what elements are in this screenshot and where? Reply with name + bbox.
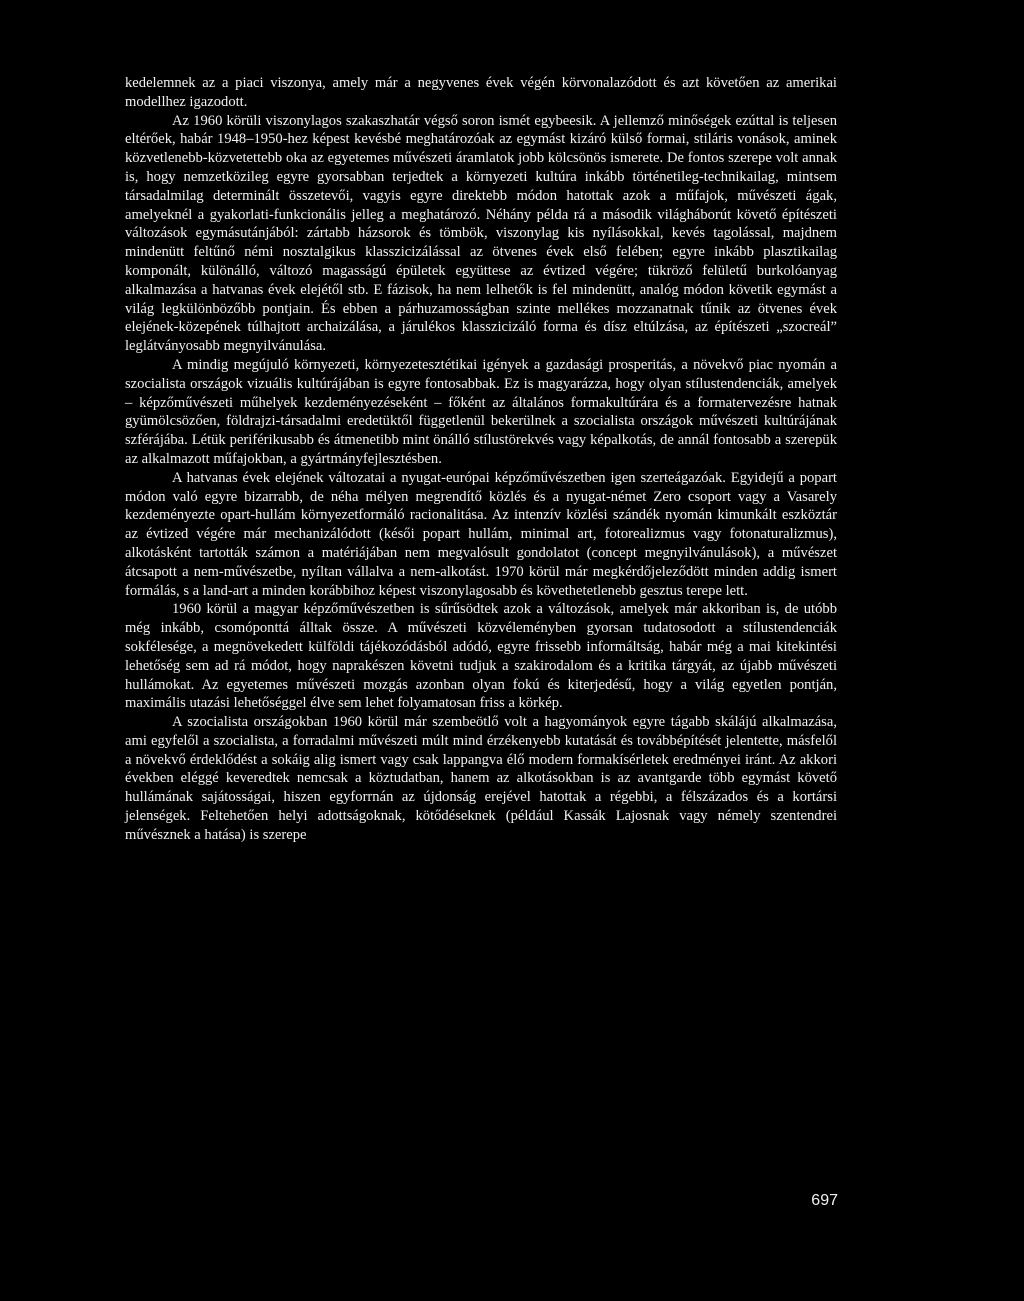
- paragraph: A hatvanas évek elejének változatai a nyugat-európai képzőművészetben igen szerteágazóak. Egyidejű a popart módon való egyre bizarrabb, de néha mélyen megrendítő közlés és a nyugat-német Zero csoport vagy a Vasarely kezdeményezte opart-hullám környezetformáló racionalitása. Az intenzív közlési szándék nyomán kimunkált eszköztár az évtized végére már mechanizálódott (késői popart hullám, minimal art, fotorealizmus vagy fotonaturalizmus), alkotásként tartották számon a matériájában nem megvalósult gondolatot (concept megnyilvánulások), a művészet átcsapott a nem-művészetbe, nyíltan vállalva a nem-alkotást. 1970 körül már megkérdőjeleződött minden addig ismert formálás, s a land-art a minden korábbihoz képest viszonylagosabb és követhetetlenebb gesztus terepe lett.: [125, 469, 837, 599]
- paragraph-continuation: kedelemnek az a piaci viszonya, amely már a negyvenes évek végén körvonalazódott és azt követően az amerikai modellhez igazodott.: [125, 75, 837, 110]
- body-text: [125, 74, 837, 845]
- paragraph: 1960 körül a magyar képzőművészetben is sűrűsödtek azok a változások, amelyek már akkoriban is, de utóbb még inkább, csomóponttá álltak össze. A művészeti közvéleményben gyorsan tudatosodott a stílustendenciák sokfélesége, a megnövekedett külföldi tájékozódásból adódó, egyre frissebb informáltság, habár még a mai kitekintési lehetőség sem ad rá módot, hogy naprakészen követni tudjuk a szakirodalom és a kritika tárgyát, az újabb művészeti hullámokat. Az egyetemes művészeti mozgás azonban olyan fokú és kiterjedésű, hogy a világ egyetlen pontján, maximális utazási lehetőséggel élve sem lehet folyamatosan friss a körkép.: [125, 601, 837, 712]
- paragraph: Az 1960 körüli viszonylagos szakaszhatár végső soron ismét egybeesik. A jellemző minőségek ezúttal is teljesen eltérőek, habár 1948–1950-hez képest kevésbé meghatározóak az egymást kizáró külső formai, stiláris vonások, aminek közvetlenebb-közvetettebb oka az egyetemes művészeti áramlatok jobb kölcsönös ismerete. De fontos szerepe volt annak is, hogy nemzetközileg egyre gyorsabban terjedtek a környezeti kultúra inkább történetileg-technikailag, mintsem társadalmilag determinált összetevői, vagyis egyre direktebb módon hatottak azok a műfajok, művészeti ágak, amelyeknél a gyakorlati-funkcionális jelleg a meghatározó. Néhány példa rá a második világháborút követő építészeti változások egymásutánjából: zártabb házsorok és tömbök, viszonylag kis nyílásokkal, kevés tagolással, majdnem mindenütt feltűnő némi nosztalgikus klasszicizálással az ötvenes évek első felében; egyre inkább plasztikailag komponált, különálló, változó magasságú épületek együttese az évtized végére; tükröző felületű burkolóanyag alkalmazása a hatvanas évek elejétől stb. E fázisok, ha nem lelhetők is fel mindenütt, analóg módon követik egymást a világ legkülönbözőbb pontjain. És ebben a párhuzamosságban szinte mellékes mozzanatnak tűnik az ötvenes évek elejének-közepének túlhajtott archaizálása, a járulékos klasszicizáló forma és dísz eltúlzása, az építészeti „szocreál” leglátványosabb megnyilvánulása.: [125, 112, 837, 355]
- page-number: 697: [811, 1192, 838, 1209]
- paragraph: A szocialista országokban 1960 körül már szembeötlő volt a hagyományok egyre tágabb skálájú alkalmazása, ami egyfelől a szocialista, a forradalmi művészeti múlt mind érzékenyebb kutatását és továbbépítését jelentette, másfelől a növekvő érdeklődést a sokáig alig ismert vagy csak lappangva élő modern formakísérletek eredményei iránt. Az akkori években eléggé keveredtek nemcsak a köztudatban, hanem az alkotásokban is az avantgarde több egymást követő hullámának sajátosságai, hiszen egyforrnán az újdonság erejével hatottak a régebbi, a félszázados és a kortársi jelenségek. Feltehetően helyi adottságoknak, kötődéseknek (például Kassák Lajosnak vagy némely szentendrei művésznek a hatása) is szerepe: [125, 714, 837, 843]
- paragraph: A mindig megújuló környezeti, környezetesztétikai igények a gazdasági prosperitás, a növekvő piac nyomán a szocialista országok vizuális kultúrájában is egyre fontosabbak. Ez is magyarázza, hogy olyan stílustendenciák, amelyek – képzőművészeti műhelyek kezdeményezéseként – főként az általános formakultúrára és a formatervezésre hatnak gyümölcsözően, földrajzi-társadalmi eredetüktől függetlenül bekerülnek a szocialista országok művészeti kultúrájának szférájába. Létük periférikusabb és átmenetibb mint önálló stílustörekvés vagy képalkotás, de annál fontosabb a szerepük az alkalmazott műfajokban, a gyártmányfejlesztésben.: [125, 356, 837, 467]
